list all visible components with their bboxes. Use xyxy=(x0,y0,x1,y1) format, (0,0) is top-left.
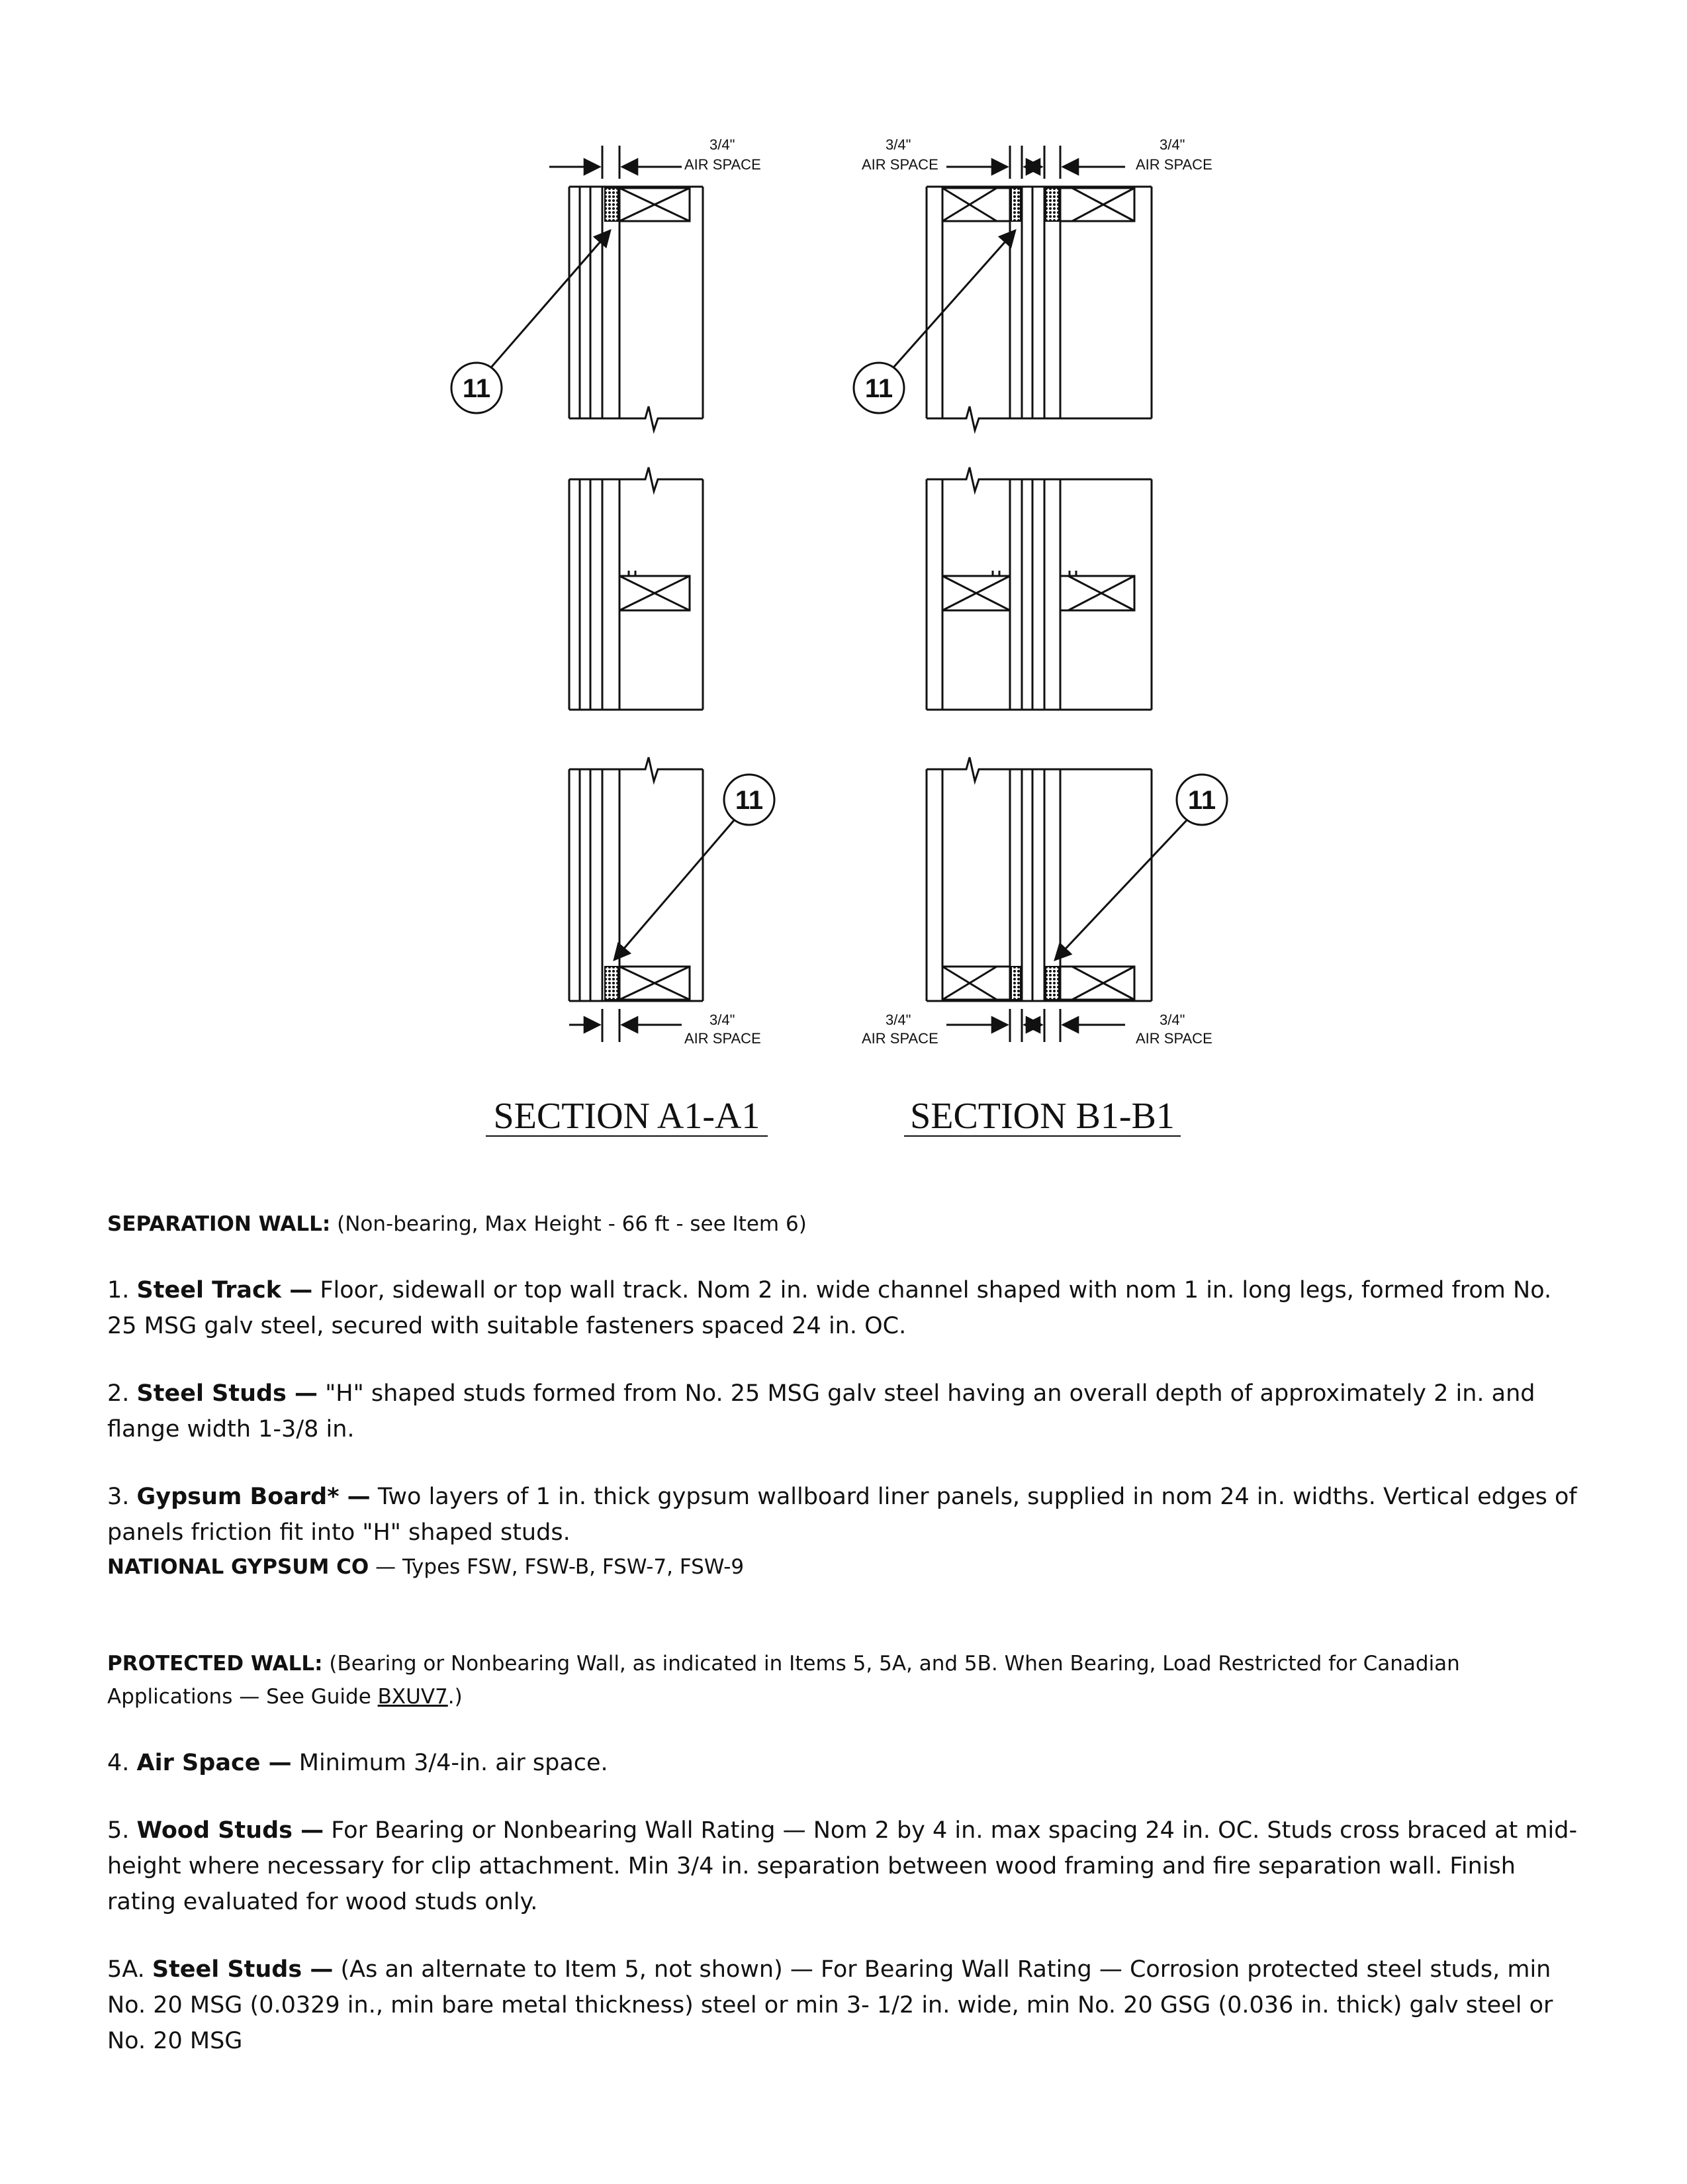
item-title: Wood Studs — xyxy=(136,1817,324,1844)
air-space-fraction-label: 3/4" xyxy=(709,136,735,153)
protected-wall-label: PROTECTED WALL: xyxy=(107,1652,323,1676)
air-space-fraction-label: 3/4" xyxy=(1160,1012,1185,1028)
balloon-11-label: 11 xyxy=(462,374,491,403)
item-number: 5A. xyxy=(107,1956,152,1983)
item-number: 3. xyxy=(107,1484,137,1510)
manufacturer-types: — Types FSW, FSW-B, FSW-7, FSW-9 xyxy=(369,1555,745,1579)
section-a-title: SECTION A1-A1 xyxy=(493,1096,760,1137)
air-space-label: AIR SPACE xyxy=(684,156,761,173)
item-title: Steel Studs — xyxy=(136,1380,318,1407)
item-5a xyxy=(107,1952,1583,2059)
section-a-drawing xyxy=(451,146,774,1042)
air-space-label: AIR SPACE xyxy=(862,1030,938,1047)
air-space-label: AIR SPACE xyxy=(684,1030,761,1047)
item-number: 5. xyxy=(107,1817,137,1844)
protected-wall-note-end: .) xyxy=(447,1685,463,1709)
balloon-11-label: 11 xyxy=(864,374,893,403)
section-b-drawing xyxy=(854,146,1227,1042)
manufacturer-name: NATIONAL GYPSUM CO xyxy=(107,1555,369,1579)
item-number: 2. xyxy=(107,1380,137,1407)
guide-link[interactable]: BXUV7 xyxy=(377,1685,448,1709)
item-3-manufacturer xyxy=(107,1550,1583,1584)
separation-wall-note: (Non-bearing, Max Height - 66 ft - see Item 6) xyxy=(330,1212,807,1236)
air-space-fraction-label: 3/4" xyxy=(1160,136,1185,153)
item-3 xyxy=(107,1479,1583,1550)
item-title: Air Space — xyxy=(136,1750,292,1776)
balloon-11-label: 11 xyxy=(1187,786,1216,815)
item-1 xyxy=(107,1272,1583,1344)
item-text: For Bearing or Nonbearing Wall Rating — Nom 2 by 4 in. max spacing 24 in. OC. Studs cross braced at mid-height where necessary for clip attachment. Min 3/4 in. separation between wood framing and fire separation wall. Finish rating evaluated for wood studs only. xyxy=(107,1817,1578,1915)
item-text: "H" shaped studs formed from No. 25 MSG galv steel having an overall depth of approximately 2 in. and flange width 1-3/8 in. xyxy=(107,1380,1535,1443)
separation-wall-label: SEPARATION WALL: xyxy=(107,1212,331,1236)
air-space-label: AIR SPACE xyxy=(862,156,938,173)
balloon-11-label: 11 xyxy=(735,786,764,815)
item-title: Gypsum Board* — xyxy=(136,1484,371,1510)
item-4 xyxy=(107,1745,1583,1781)
item-title: Steel Studs — xyxy=(152,1956,334,1983)
separation-wall-heading xyxy=(107,1208,1583,1241)
item-text: (As an alternate to Item 5, not shown) — For Bearing Wall Rating — Corrosion protected steel studs, min No. 20 MSG (0.0329 in., min bare metal thickness) steel or min 3- 1/2 in. wide, min No. 20 GSG (0.036 in. thick) galv steel or No. 20 MSG xyxy=(107,1956,1553,2054)
protected-wall-heading xyxy=(107,1647,1583,1713)
air-space-fraction-label: 3/4" xyxy=(709,1012,735,1028)
specification-text xyxy=(107,1208,1583,2059)
item-number: 4. xyxy=(107,1750,137,1776)
air-space-fraction-label: 3/4" xyxy=(886,1012,911,1028)
item-5 xyxy=(107,1813,1583,1920)
air-space-fraction-label: 3/4" xyxy=(886,136,911,153)
item-number: 1. xyxy=(107,1277,137,1304)
item-text: Two layers of 1 in. thick gypsum wallboard liner panels, supplied in nom 24 in. widths. Vertical edges of panels friction fit into "H" shaped studs. xyxy=(107,1484,1577,1546)
air-space-label: AIR SPACE xyxy=(1136,156,1212,173)
protected-wall-note: (Bearing or Nonbearing Wall, as indicated in Items 5, 5A, and 5B. When Bearing, Load Restricted for Canadian Applications — See Guide xyxy=(107,1652,1460,1709)
air-space-label: AIR SPACE xyxy=(1136,1030,1212,1047)
item-title: Steel Track — xyxy=(136,1277,313,1304)
item-text: Minimum 3/4-in. air space. xyxy=(291,1750,608,1776)
item-text: Floor, sidewall or top wall track. Nom 2 in. wide channel shaped with nom 1 in. long legs, formed from No. 25 MSG galv steel, secured with suitable fasteners spaced 24 in. OC. xyxy=(107,1277,1552,1339)
item-2 xyxy=(107,1376,1583,1447)
section-b-title: SECTION B1-B1 xyxy=(910,1096,1175,1137)
